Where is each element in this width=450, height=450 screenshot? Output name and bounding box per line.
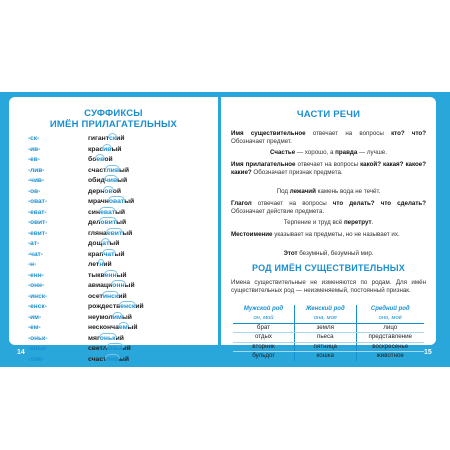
word-stem: крап xyxy=(88,250,104,258)
example-word xyxy=(88,155,113,165)
suffix-row xyxy=(28,176,208,187)
word-stem: счаст xyxy=(88,166,107,174)
noun-term: Имя существительное xyxy=(231,130,306,137)
word-ending: ый xyxy=(109,240,120,247)
word-stem: гигант xyxy=(88,135,109,142)
suffix-row xyxy=(28,218,208,229)
word-ending: ый xyxy=(121,313,132,321)
word-ending: ый xyxy=(127,324,138,331)
word-suffix: оват xyxy=(108,198,125,205)
adj-proverb-text-1: Под xyxy=(276,188,290,195)
table-row xyxy=(233,323,424,333)
verb-question-1: что делать? xyxy=(332,200,375,207)
word-suffix: ов xyxy=(104,187,113,195)
word-stem: авиаци xyxy=(88,282,113,289)
table-cell: бульдог xyxy=(252,352,275,359)
example-word xyxy=(88,271,127,281)
word-stem: несконча xyxy=(88,324,119,331)
word-stem: дел xyxy=(88,219,101,226)
table-cell: пятница xyxy=(294,342,356,352)
example-word xyxy=(88,355,129,365)
pronoun-example-word: Этот xyxy=(283,250,298,257)
word-ending: ый xyxy=(119,355,130,363)
word-ending: ый xyxy=(114,250,125,258)
suffix-row xyxy=(28,239,208,250)
gender-table xyxy=(233,305,424,361)
suffix-label: -еват- xyxy=(28,208,47,216)
suffix-label: -ев- xyxy=(28,156,40,163)
suffix-label: -ив- xyxy=(28,145,41,153)
word-stem: счаст xyxy=(88,355,107,363)
word-suffix: еньк xyxy=(107,345,123,352)
noun-text-a: отвечает на вопросы xyxy=(305,130,392,137)
example-word xyxy=(88,260,112,270)
adjective-definition xyxy=(231,161,426,177)
suffix-row xyxy=(28,166,208,177)
example-word xyxy=(88,134,125,144)
word-stem: дощ xyxy=(88,240,103,247)
table-cell: воскресенье xyxy=(356,342,424,352)
word-suffix: чив xyxy=(104,177,118,184)
table-cell: брат xyxy=(233,323,294,333)
verb-definition xyxy=(231,200,426,216)
noun-definition xyxy=(231,130,426,146)
proverb-text-1: — хорошо, а xyxy=(295,149,336,156)
verb-text-a: отвечает на вопросы xyxy=(251,200,333,207)
table-cell: лицо xyxy=(356,323,424,333)
suffix-label: -енск- xyxy=(28,303,47,310)
page-number-right: 15 xyxy=(424,349,432,356)
word-ending: ий xyxy=(115,334,124,342)
header-masculine: Мужской род xyxy=(243,306,284,312)
word-ending: ый xyxy=(124,198,135,205)
word-suffix: им xyxy=(112,313,122,321)
example-word xyxy=(88,208,125,218)
table-cell: представление xyxy=(356,333,424,343)
suffix-label: -чив- xyxy=(28,177,45,184)
example-word xyxy=(88,281,135,291)
word-stem: обид xyxy=(88,177,105,184)
suffix-label: -инск- xyxy=(28,292,48,300)
suffix-heading xyxy=(9,108,218,130)
table-cell: животное xyxy=(356,352,424,361)
adjective-text-a: отвечает на вопросы xyxy=(295,161,361,168)
suffix-label: -онн- xyxy=(28,282,45,289)
suffix-row xyxy=(28,313,208,324)
example-word xyxy=(88,302,144,312)
verb-text-c: Обозначает действие предмета. xyxy=(231,208,325,216)
suffix-row xyxy=(28,344,208,355)
word-ending: ой xyxy=(112,187,122,195)
table-cell: вторник xyxy=(233,342,294,352)
suffix-row xyxy=(28,155,208,166)
word-ending: ий xyxy=(118,292,127,300)
table-row xyxy=(233,333,424,343)
adjective-text-b: Обозначает признак предмета. xyxy=(251,169,343,177)
page-number-left: 14 xyxy=(17,349,25,356)
header-feminine: Женский род xyxy=(294,305,356,314)
table-row xyxy=(233,352,424,361)
verb-proverb-text-2: . xyxy=(371,219,374,226)
example-word xyxy=(88,292,127,302)
example-word xyxy=(88,187,121,197)
suffix-label: -чат- xyxy=(28,250,43,258)
suffix-label: -овит- xyxy=(28,219,48,226)
word-stem: дерн xyxy=(88,187,105,195)
table-cell: отдых xyxy=(233,333,294,343)
example-word xyxy=(88,239,119,249)
table-row xyxy=(233,342,424,352)
adjective-term: Имя прилагательное xyxy=(231,161,296,168)
proverb-word-1: Счастье xyxy=(270,149,296,156)
suffix-label: -н- xyxy=(28,261,37,268)
pronoun-neuter: оно, моё xyxy=(356,314,424,323)
word-suffix: енн xyxy=(104,271,117,279)
suffix-label: -ем- xyxy=(28,324,41,331)
pronoun-example xyxy=(231,250,426,258)
word-suffix: ев xyxy=(96,156,105,163)
word-ending: ий xyxy=(103,261,112,268)
word-suffix: ат xyxy=(102,240,110,247)
word-ending: ый xyxy=(115,208,126,216)
suffix-row xyxy=(28,145,208,156)
suffix-label: -лив- xyxy=(28,166,45,174)
pronoun-term: Местоимение xyxy=(231,231,273,238)
table-cell: пьеса xyxy=(294,333,356,343)
noun-proverb xyxy=(231,149,426,157)
proverb-word-2: правда xyxy=(335,149,358,156)
word-stem: осет xyxy=(88,292,103,300)
word-ending: ый xyxy=(117,177,128,184)
example-word xyxy=(88,176,127,186)
word-suffix: инск xyxy=(102,292,119,300)
suffix-row xyxy=(28,197,208,208)
suffix-label: -евит- xyxy=(28,229,48,237)
word-suffix: ив xyxy=(103,145,112,153)
suffix-label: -оват- xyxy=(28,198,48,205)
proverb-text-2: — лучше. xyxy=(357,149,387,156)
word-ending: ой xyxy=(104,156,113,163)
word-suffix: н xyxy=(99,261,104,268)
word-ending: ий xyxy=(116,135,125,142)
example-word xyxy=(88,250,125,260)
suffix-row xyxy=(28,292,208,303)
word-ending: ий xyxy=(135,303,144,310)
verb-question-2: что сделать? xyxy=(380,200,426,207)
word-ending: ый xyxy=(119,166,130,174)
adjective-proverb xyxy=(231,188,426,196)
example-word xyxy=(88,218,126,228)
suffix-label: -ат- xyxy=(28,240,40,247)
suffix-row xyxy=(28,302,208,313)
gender-description: Имена существительные не изменяются по родам. Для имён существительных род — неизменяемый, постоянный признак. xyxy=(231,279,426,295)
example-word xyxy=(88,166,129,176)
word-stem: гляна xyxy=(88,229,107,237)
example-word xyxy=(88,145,121,155)
word-stem: неумол xyxy=(88,313,113,321)
suffix-label: -енн- xyxy=(28,271,44,279)
verb-proverb xyxy=(231,219,426,227)
pronoun-definition xyxy=(231,231,426,239)
suffix-row xyxy=(28,323,208,334)
word-ending: ый xyxy=(122,229,133,237)
example-word xyxy=(88,344,131,354)
example-word xyxy=(88,334,124,344)
header-neuter: Средний род xyxy=(356,305,424,314)
word-suffix: еват xyxy=(100,208,116,216)
word-stem: светл xyxy=(88,345,108,352)
suffix-heading-line2: ИМЁН ПРИЛАГАТЕЛЬНЫХ xyxy=(49,119,178,130)
example-word xyxy=(88,313,132,323)
noun-questions: кто? что? xyxy=(391,130,426,137)
suffix-label: -еньк- xyxy=(28,345,48,352)
example-word xyxy=(88,229,132,239)
word-suffix: оньк xyxy=(99,334,116,342)
word-suffix: ск xyxy=(108,135,117,142)
suffix-heading-line1: СУФФИКСЫ xyxy=(84,108,143,119)
example-word xyxy=(88,197,134,207)
pronoun-feminine: она, моя xyxy=(294,314,356,323)
parts-of-speech-heading: ЧАСТИ РЕЧИ xyxy=(296,109,361,120)
suffix-row xyxy=(28,260,208,271)
word-stem: крас xyxy=(88,145,104,153)
word-suffix: ем xyxy=(118,324,128,331)
table-cell: земля xyxy=(294,323,356,333)
suffix-list xyxy=(28,134,208,365)
example-word xyxy=(88,323,138,333)
suffix-label: -ск- xyxy=(28,135,40,142)
word-stem: рождеств xyxy=(88,303,121,310)
word-suffix: лив xyxy=(106,166,120,174)
word-ending: ый xyxy=(116,219,127,226)
suffix-label: -лив- xyxy=(28,355,45,363)
verb-proverb-text-1: Терпение и труд всё xyxy=(283,219,344,226)
word-stem: син xyxy=(88,208,101,216)
suffix-label: -ов- xyxy=(28,187,41,195)
word-suffix: евит xyxy=(106,229,123,237)
word-stem: тыкв xyxy=(88,271,105,279)
word-suffix: чат xyxy=(103,250,115,258)
noun-text-b: Обозначает предмет. xyxy=(231,138,292,146)
word-suffix: енск xyxy=(120,303,136,310)
word-suffix: овит xyxy=(100,219,117,226)
suffix-row xyxy=(28,355,208,366)
adj-proverb-text-2: камень вода не течёт. xyxy=(315,188,381,195)
word-ending: ый xyxy=(124,282,135,289)
suffix-row xyxy=(28,208,208,219)
word-suffix: онн xyxy=(112,282,125,289)
suffix-row xyxy=(28,281,208,292)
pronoun-masculine: он, мой xyxy=(233,314,294,323)
word-suffix: лив xyxy=(106,355,120,363)
pronoun-text: указывает на предметы, но не называет их. xyxy=(272,231,400,238)
word-ending: ый xyxy=(116,271,127,279)
suffix-row xyxy=(28,134,208,145)
adj-proverb-word: лежачий xyxy=(289,188,316,195)
table-cell: кошка xyxy=(294,352,356,361)
word-ending: ий xyxy=(122,345,131,352)
word-stem: бо xyxy=(88,156,97,163)
pronoun-example-text: безумный, безумный мир. xyxy=(297,250,374,257)
word-stem: мрачн xyxy=(88,198,109,205)
suffix-label: -им- xyxy=(28,313,42,321)
word-stem: мяг xyxy=(88,334,100,342)
suffix-row xyxy=(28,250,208,261)
word-stem: лет xyxy=(88,261,100,268)
adjective-questions: какой? какая? какое? какие? xyxy=(231,161,426,177)
suffix-row xyxy=(28,229,208,240)
suffix-label: -оньк- xyxy=(28,334,48,342)
gender-heading: РОД ИМЁН СУЩЕСТВИТЕЛЬНЫХ xyxy=(252,263,405,273)
verb-term: Глагол xyxy=(231,200,252,207)
word-ending: ый xyxy=(111,145,122,153)
verb-proverb-word: перетрут xyxy=(343,219,372,226)
